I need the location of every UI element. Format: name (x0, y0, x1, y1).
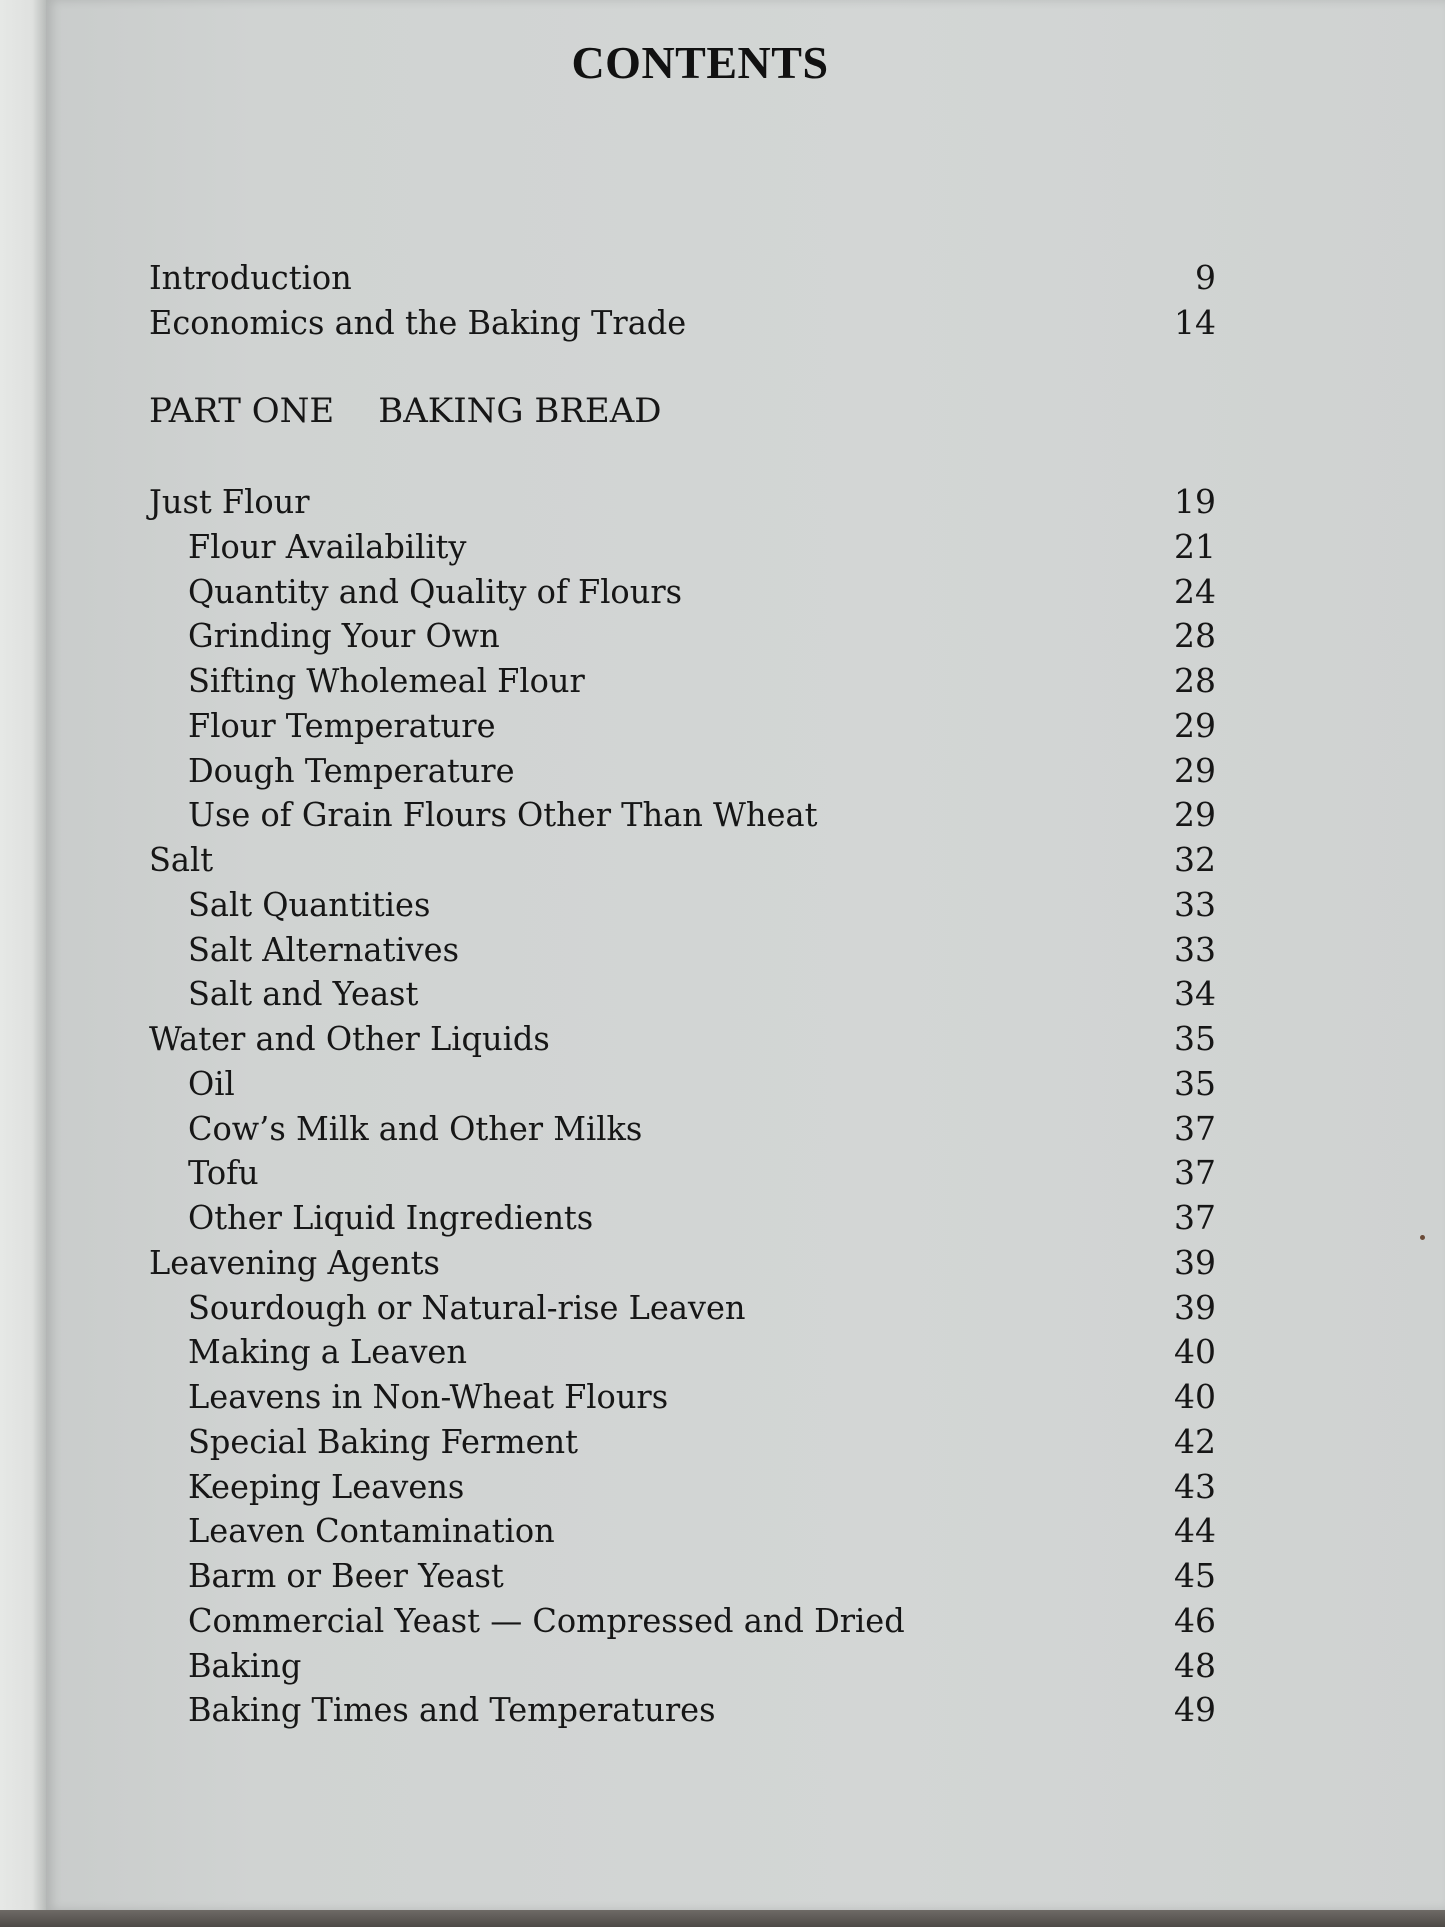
toc-entry-label: Leavening Agents (149, 1242, 440, 1282)
toc-entry-page: 34 (1174, 974, 1216, 1014)
toc-entry-label: Leaven Contamination (188, 1511, 555, 1551)
toc-entry-page: 28 (1174, 616, 1216, 656)
page-bottom-edge (0, 1910, 1445, 1927)
toc-entry-page: 35 (1174, 1019, 1216, 1058)
toc-entry-page: 37 (1174, 1108, 1216, 1148)
toc-entry-label: Oil (188, 1063, 235, 1103)
toc-entry-label: Water and Other Liquids (149, 1019, 550, 1058)
toc-entry-label: Flour Temperature (188, 705, 496, 745)
toc-entry-label: Other Liquid Ingredients (188, 1198, 594, 1237)
toc-entry-label: Making a Leaven (188, 1332, 467, 1372)
toc-entry-page: 19 (1174, 482, 1216, 521)
toc-entry-label: Salt and Yeast (188, 974, 419, 1014)
toc-entry-label: Dough Temperature (188, 750, 515, 790)
toc-entry-label: Special Baking Ferment (188, 1421, 579, 1461)
toc-entry-label: Baking Times and Temperatures (188, 1690, 716, 1730)
toc-entry-label: Leavens in Non-Wheat Flours (188, 1377, 669, 1416)
toc-entry-page: 43 (1174, 1466, 1216, 1506)
toc-entry-label: Introduction (149, 258, 352, 297)
toc-entry-label: Keeping Leavens (188, 1466, 465, 1506)
toc-entry-page: 35 (1174, 1063, 1216, 1103)
toc-entry-label: Just Flour (149, 482, 310, 521)
toc-entry-page: 29 (1174, 750, 1216, 790)
toc-entry-label: Cow’s Milk and Other Milks (188, 1108, 643, 1148)
part-number: PART ONE (149, 391, 335, 431)
toc-entry-page: 28 (1174, 661, 1216, 700)
toc-entry-page: 37 (1174, 1153, 1216, 1193)
toc-entry-page: 9 (1195, 258, 1216, 297)
toc-entry-label: Grinding Your Own (188, 616, 500, 656)
toc-entry-page: 24 (1174, 571, 1216, 611)
toc-entry-page: 33 (1174, 929, 1216, 969)
toc-entry-label: Commercial Yeast — Compressed and Dried (188, 1600, 905, 1640)
part-title: BAKING BREAD (378, 391, 662, 431)
toc-entry-label: Salt Quantities (188, 884, 431, 924)
toc-entry-label: Economics and the Baking Trade (149, 303, 687, 342)
toc-entry-page: 40 (1174, 1332, 1216, 1372)
toc-entry-page: 37 (1174, 1198, 1216, 1237)
toc-entry-page: 45 (1174, 1556, 1216, 1595)
toc-entry-label: Barm or Beer Yeast (188, 1556, 504, 1595)
toc-entry-label: Quantity and Quality of Flours (188, 571, 683, 611)
toc-entry-page: 39 (1174, 1287, 1216, 1327)
toc-entry-label: Flour Availability (188, 526, 467, 566)
toc-entry-page: 32 (1174, 840, 1216, 879)
toc-entry-label: Use of Grain Flours Other Than Wheat (188, 795, 818, 835)
paper-speck (1420, 1235, 1425, 1240)
toc-entry-page: 29 (1174, 705, 1216, 745)
toc-entry-page: 29 (1174, 795, 1216, 835)
page-title: CONTENTS (571, 37, 829, 88)
book-gutter (0, 0, 46, 1927)
toc-entry-page: 48 (1174, 1645, 1216, 1685)
toc-entry-label: Salt Alternatives (188, 929, 460, 969)
toc-entry-page: 21 (1174, 526, 1216, 566)
toc-entry-page: 46 (1174, 1600, 1216, 1640)
toc-entry-page: 14 (1174, 303, 1216, 342)
toc-entry-label: Baking (188, 1645, 302, 1685)
toc-entry-page: 39 (1174, 1242, 1216, 1282)
toc-entry-label: Sourdough or Natural-rise Leaven (188, 1287, 746, 1327)
part-heading (149, 391, 662, 431)
toc-entry-label: Sifting Wholemeal Flour (188, 661, 585, 700)
toc-entry-page: 42 (1174, 1421, 1216, 1461)
toc-entry-page: 40 (1174, 1377, 1216, 1416)
toc-entry-page: 33 (1174, 884, 1216, 924)
toc-entry-label: Tofu (188, 1153, 259, 1193)
toc-entry-page: 44 (1174, 1511, 1216, 1551)
toc-entry-page: 49 (1174, 1690, 1216, 1730)
toc-entry-label: Salt (149, 840, 214, 879)
